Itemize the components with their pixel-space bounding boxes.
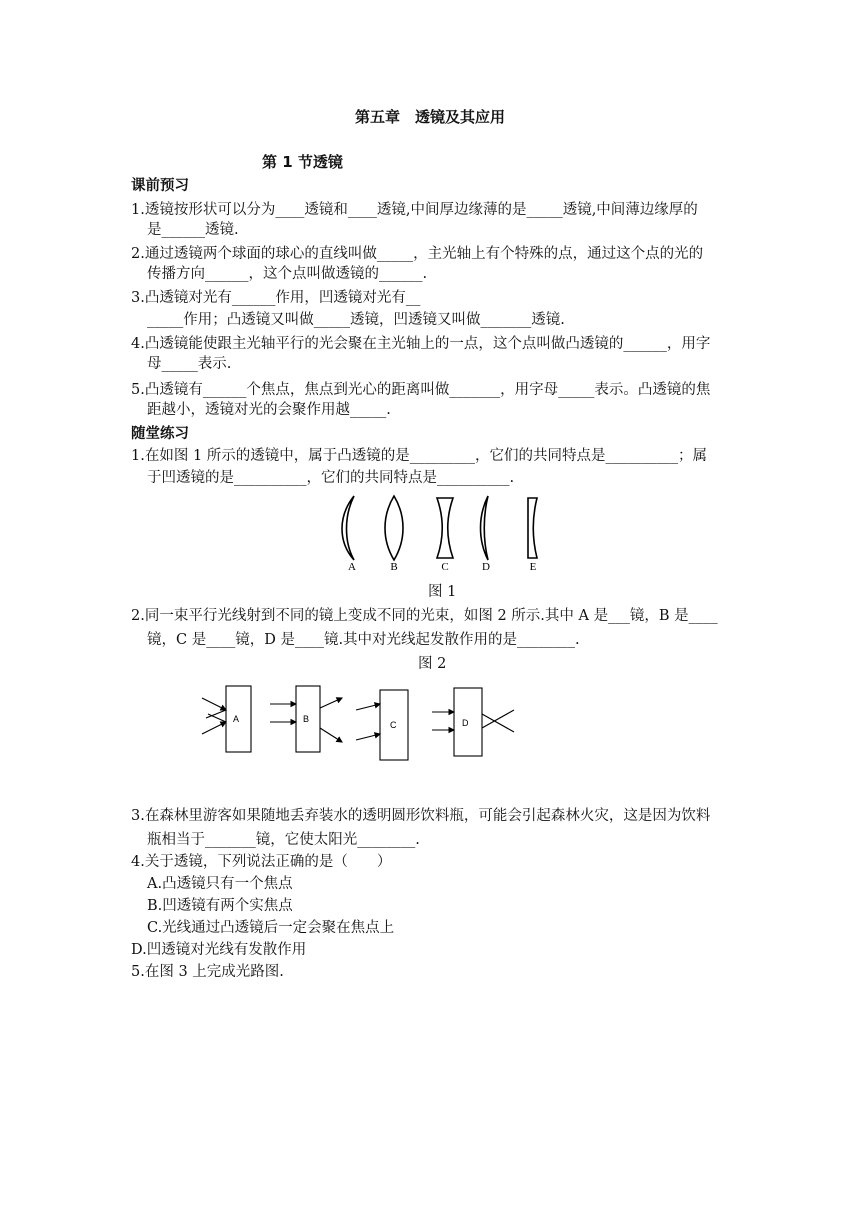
practice-heading: 随堂练习	[131, 426, 189, 442]
box-label-a: A	[233, 714, 240, 724]
question-1-line: 于凹透镜的是__________，它们的共同特点是__________.	[147, 470, 515, 486]
preview-line: 4.凸透镜能使跟主光轴平行的光会聚在主光轴上的一点，这个点叫做凸透镜的______，用字	[131, 336, 711, 352]
lens-label-d: D	[482, 561, 490, 572]
lens-a	[342, 496, 354, 560]
lens-label-b: B	[390, 561, 398, 572]
lens-label-c: C	[441, 561, 449, 572]
figure-2-caption: 图 2	[418, 656, 447, 672]
question-1-line: 1.在如图 1 所示的透镜中，属于凸透镜的是_________，它们的共同特点是__________；属	[131, 448, 708, 464]
lens-e	[528, 498, 537, 558]
question-3-line: 瓶相当于_______镜，它使太阳光________.	[147, 832, 420, 848]
lens-label-a: A	[348, 561, 356, 572]
preview-line: 3.凸透镜对光有______作用，凹透镜对光有__	[131, 290, 421, 306]
lens-label-e: E	[529, 561, 537, 572]
preview-line: 2.通过透镜两个球面的球心的直线叫做_____，主光轴上有个特殊的点，通过这个点的光的	[131, 246, 704, 262]
preview-heading: 课前预习	[131, 178, 189, 194]
question-3-line: 3.在森林里游客如果随地丢弃装水的透明圆形饮料瓶，可能会引起森林火灾，这是因为饮料	[131, 808, 711, 824]
question-2-line: 2.同一束平行光线射到不同的镜上变成不同的光束，如图 2 所示.其中 A 是___镜，B 是____	[131, 608, 718, 624]
figure-1-caption: 图 1	[428, 584, 457, 600]
preview-line: _____作用；凸透镜又叫做_____透镜，凹透镜又叫做_______透镜.	[147, 312, 565, 328]
preview-line: 1.透镜按形状可以分为____透镜和____透镜,中间厚边缘薄的是_____透镜,中间薄边缘厚的	[131, 202, 698, 218]
preview-line: 传播方向______，这个点叫做透镜的______.	[147, 266, 428, 282]
preview-line: 是______透镜.	[147, 222, 239, 238]
lens-figure-1	[330, 492, 560, 572]
preview-line: 5.凸透镜有______个焦点，焦点到光心的距离叫做_______，用字母_____表示。凸透镜的焦	[131, 382, 711, 398]
q4-option-d: D.凹透镜对光线有发散作用	[131, 942, 307, 958]
section-title: 第 1 节透镜	[262, 153, 343, 171]
beam-figure-2	[196, 684, 526, 764]
preview-line: 距越小，透镜对光的会聚作用越_____.	[147, 402, 391, 418]
box-label-c: C	[390, 720, 397, 730]
box-label-d: D	[462, 718, 469, 728]
lens-d	[481, 496, 489, 560]
q4-option-b: B.凹透镜有两个实焦点	[147, 898, 293, 914]
chapter-title: 第五章 透镜及其应用	[354, 108, 505, 126]
lens-b	[385, 496, 403, 560]
q4-option-a: A.凸透镜只有一个焦点	[147, 876, 293, 892]
question-5: 5.在图 3 上完成光路图.	[131, 964, 284, 980]
question-2-line: 镜，C 是____镜，D 是____镜.其中对光线起发散作用的是________.	[147, 632, 580, 648]
preview-line: 母_____表示.	[147, 356, 232, 372]
box-label-b: B	[303, 714, 310, 724]
question-4: 4.关于透镜，下列说法正确的是（ ）	[131, 854, 392, 870]
lens-c	[437, 498, 453, 558]
q4-option-c: C.光线通过凸透镜后一定会聚在焦点上	[147, 920, 395, 936]
